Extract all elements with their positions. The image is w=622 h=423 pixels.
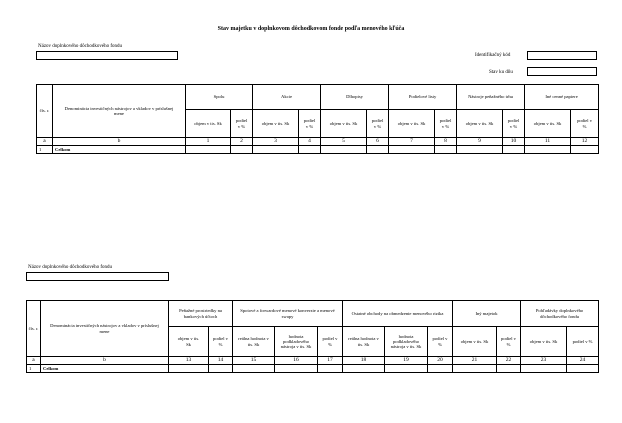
subheader-share: podiel v %	[367, 110, 389, 138]
subheader-share: podiel v %	[231, 110, 253, 138]
column-number: 10	[503, 138, 525, 146]
table-cell[interactable]	[385, 365, 428, 373]
table-cell[interactable]	[299, 146, 321, 154]
column-number: 17	[318, 357, 343, 365]
subheader-share: podiel v %	[497, 327, 521, 357]
table-cell[interactable]	[389, 146, 435, 154]
fund-name-label: Názov doplnkového dôchodkového fondu	[38, 44, 123, 49]
subheader-underlying-value: hodnota podkladového nástroja v tis. Sk	[385, 327, 428, 357]
column-number: 12	[571, 138, 599, 146]
page-title: Stav majetku v doplnkovom dôchodkovom fonde podľa menového kľúča	[217, 26, 405, 32]
table-cell[interactable]	[275, 365, 318, 373]
column-code: a	[27, 357, 41, 365]
header-group-fund-claims: Pohľadávky doplnkového dôchodkového fondu	[521, 301, 599, 327]
column-number: 14	[209, 357, 233, 365]
row-label-total: Celkom	[53, 146, 186, 154]
subheader-share: podiel v %	[567, 327, 599, 357]
table-cell[interactable]	[367, 146, 389, 154]
header-group-other-assets: Iný majetok	[453, 301, 521, 327]
column-number: 13	[169, 357, 209, 365]
row-label-total: Celkom	[41, 365, 169, 373]
column-number: 18	[343, 357, 385, 365]
subheader-volume: objem v tis. Sk	[169, 327, 209, 357]
header-denomination: Denominácia investičných nástrojov a vkladov v príslušnej mene	[53, 85, 186, 138]
subheader-volume: objem v tis. Sk	[389, 110, 435, 138]
row-number: 1	[37, 146, 53, 154]
table-row	[27, 365, 599, 373]
column-number: 3	[253, 138, 299, 146]
column-number: 8	[435, 138, 457, 146]
fund-name-field[interactable]	[36, 51, 178, 60]
id-code-field[interactable]	[527, 51, 597, 60]
allocation-table-2	[26, 300, 599, 373]
table-cell[interactable]	[233, 365, 275, 373]
table-cell[interactable]	[457, 146, 503, 154]
allocation-table-1	[36, 84, 599, 154]
header-group-other-securities: Iné cenné papiere	[525, 85, 599, 110]
column-number: 22	[497, 357, 521, 365]
header-group-total: Spolu	[186, 85, 253, 110]
column-number: 7	[389, 138, 435, 146]
table-cell[interactable]	[253, 146, 299, 154]
header-group-bank-accounts: Peňažné prostriedky na bankových účtoch	[169, 301, 233, 327]
table-cell[interactable]	[318, 365, 343, 373]
id-code-label: Identifikačný kód	[475, 53, 511, 58]
subheader-underlying-value: hodnota podkladového nástroja v tis. Sk	[275, 327, 318, 357]
column-number: 11	[525, 138, 571, 146]
subheader-volume: objem v tis. Sk	[321, 110, 367, 138]
column-number: 16	[275, 357, 318, 365]
header-group-money-market: Nástroje peňažného trhu	[457, 85, 525, 110]
subheader-volume: objem v tis. Sk	[253, 110, 299, 138]
table-cell[interactable]	[428, 365, 453, 373]
column-number: 6	[367, 138, 389, 146]
table-cell[interactable]	[503, 146, 525, 154]
column-number: 24	[567, 357, 599, 365]
subheader-share: podiel v %	[299, 110, 321, 138]
column-number: 15	[233, 357, 275, 365]
header-group-shares: Akcie	[253, 85, 321, 110]
table-cell[interactable]	[453, 365, 497, 373]
table-row	[37, 146, 599, 154]
subheader-volume: objem v tis. Sk	[186, 110, 231, 138]
fund-name-field-2[interactable]	[26, 272, 169, 281]
subheader-volume: objem v tis. Sk	[525, 110, 571, 138]
table-cell[interactable]	[209, 365, 233, 373]
column-number: 9	[457, 138, 503, 146]
subheader-share: podiel v %	[428, 327, 453, 357]
column-number: 4	[299, 138, 321, 146]
fund-name-label-2: Názov doplnkového dôchodkového fondu	[28, 265, 113, 270]
column-number: 2	[231, 138, 253, 146]
table-cell[interactable]	[521, 365, 567, 373]
table-cell[interactable]	[567, 365, 599, 373]
column-code: b	[41, 357, 169, 365]
date-field[interactable]	[527, 67, 597, 76]
header-row-number: čís. r.	[37, 85, 53, 138]
column-code: b	[53, 138, 186, 146]
subheader-share: podiel v %	[318, 327, 343, 357]
table-cell[interactable]	[321, 146, 367, 154]
subheader-share: podiel v %	[209, 327, 233, 357]
subheader-share: podiel v %	[503, 110, 525, 138]
header-denomination: Denominácia investičných nástrojov a vkladov v príslušnej mene	[41, 301, 169, 357]
subheader-volume: objem v tis. Sk	[457, 110, 503, 138]
column-number: 20	[428, 357, 453, 365]
subheader-share: podiel v %	[571, 110, 599, 138]
header-group-fund-units: Podielové listy	[389, 85, 457, 110]
subheader-volume: objem v tis. Sk	[453, 327, 497, 357]
subheader-volume: objem v tis. Sk	[521, 327, 567, 357]
table-cell[interactable]	[571, 146, 599, 154]
table-cell[interactable]	[231, 146, 253, 154]
date-label: Stav ku dňu	[489, 70, 513, 75]
subheader-fair-value: reálna hodnota v tis. Sk	[343, 327, 385, 357]
table-cell[interactable]	[435, 146, 457, 154]
column-number: 5	[321, 138, 367, 146]
header-group-fx-spot-forward: Spotové a forwardové menové konverzie a menové swapy	[233, 301, 343, 327]
header-group-other-fx-hedges: Ostatné obchody na obmedzenie menového rizika	[343, 301, 453, 327]
column-number: 1	[186, 138, 231, 146]
subheader-share: podiel v %	[435, 110, 457, 138]
column-number: 21	[453, 357, 497, 365]
header-group-bonds: Dlhopisy	[321, 85, 389, 110]
subheader-fair-value: reálna hodnota v tis. Sk	[233, 327, 275, 357]
table-cell[interactable]	[497, 365, 521, 373]
table-cell[interactable]	[169, 365, 209, 373]
column-code: a	[37, 138, 53, 146]
table-cell[interactable]	[525, 146, 571, 154]
row-number: 1	[27, 365, 41, 373]
header-row-number: čís. r.	[27, 301, 41, 357]
table-cell[interactable]	[186, 146, 231, 154]
table-cell[interactable]	[343, 365, 385, 373]
column-number: 19	[385, 357, 428, 365]
column-number: 23	[521, 357, 567, 365]
